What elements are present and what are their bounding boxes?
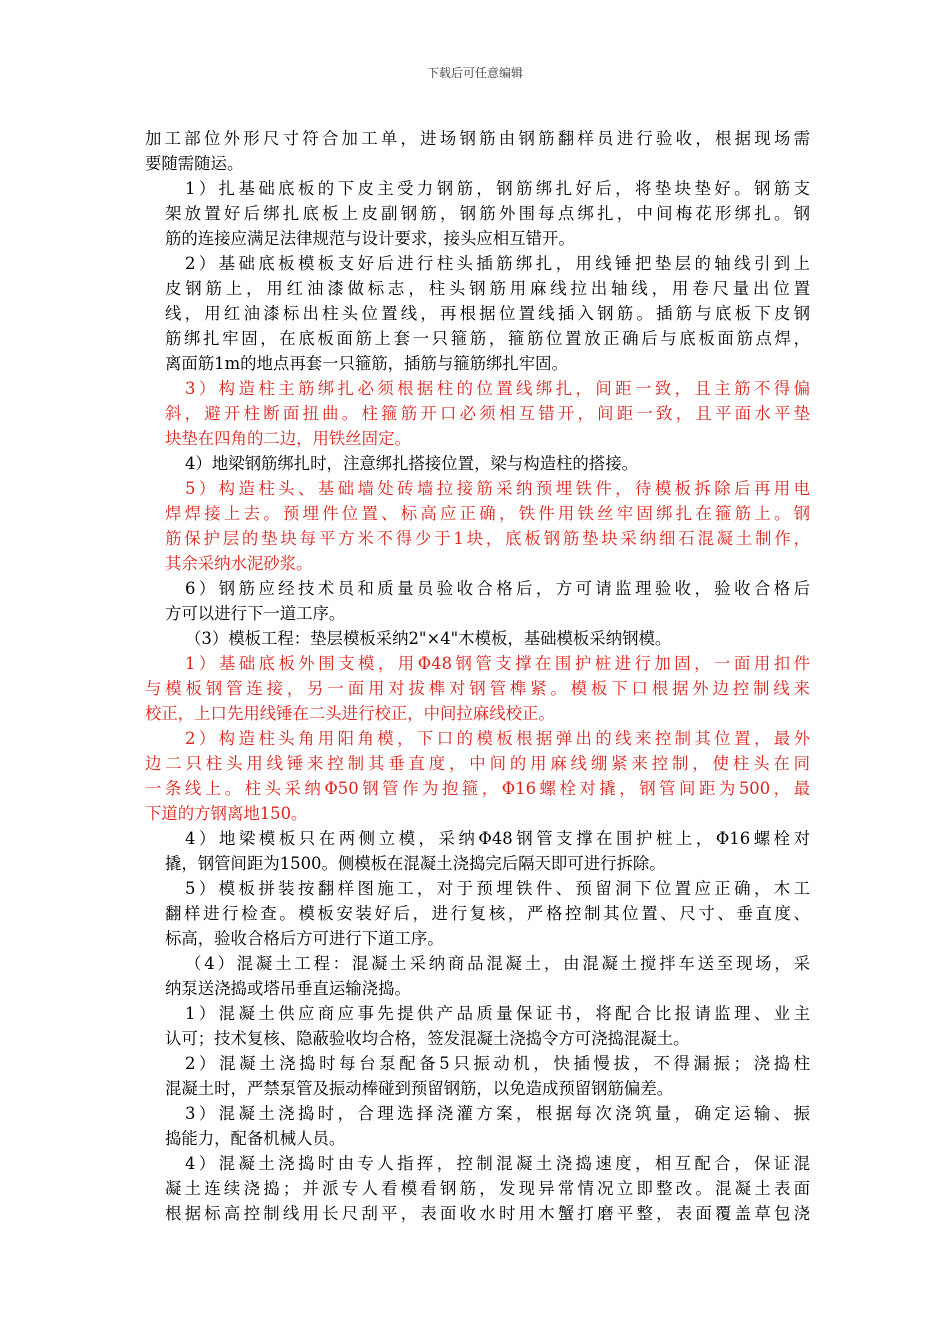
text-line: 筋绑扎牢固，在底板面筋上套一只箍筋，箍筋位置放正确后与底板面筋点焊， xyxy=(165,329,810,348)
text-line: 1）基础底板外围支模，用Φ48钢管支撑在围护桩进行加固，一面用扣件 xyxy=(185,654,810,673)
text-line: 1）扎基础底板的下皮主受力钢筋，钢筋绑扎好后，将垫块垫好。钢筋支 xyxy=(185,179,810,198)
text-line: 撬，钢管间距为1500。侧模板在混凝土浇捣完后隔天即可进行拆除。 xyxy=(165,854,666,873)
text-line: 校正，上口先用线锤在二头进行校正，中间拉麻线校正。 xyxy=(145,704,555,723)
text-line: 3）构造柱主筋绑扎必须根据柱的位置线绑扎，间距一致，且主筋不得偏 xyxy=(185,379,810,398)
text-line: 离面筋1m的地点再套一只箍筋，插筋与箍筋绑扎牢固。 xyxy=(165,354,568,373)
text-line: 4）地梁钢筋绑扎时，注意绑扎搭接位置，梁与构造柱的搭接。 xyxy=(185,454,638,473)
text-line: 块垫在四角的二边，用铁丝固定。 xyxy=(165,429,411,448)
text-line: 筋的连接应满足法律规范与设计要求，接头应相互错开。 xyxy=(165,229,575,248)
text-line: 2）混凝土浇捣时每台泵配备5只振动机，快插慢拔，不得漏振；浇捣柱 xyxy=(185,1054,810,1073)
text-line: 1）混凝土供应商应事先提供产品质量保证书，将配合比报请监理、业主 xyxy=(185,1004,810,1023)
text-line: 5）模板拼装按翻样图施工，对于预埋铁件、预留洞下位置应正确，木工 xyxy=(185,879,810,898)
text-line: 架放置好后绑扎底板上皮副钢筋，钢筋外围每点绑扎，中间梅花形绑扎。钢 xyxy=(165,204,810,223)
text-line: 翻样进行检查。模板安装好后，进行复核，严格控制其位置、尺寸、垂直度、 xyxy=(165,904,810,923)
text-line: 3）混凝土浇捣时，合理选择浇灌方案，根据每次浇筑量，确定运输、振 xyxy=(185,1104,810,1123)
text-line: 5）构造柱头、基础墙处砖墙拉接筋采纳预埋铁件，待模板拆除后再用电 xyxy=(185,479,810,498)
text-line: 皮钢筋上，用红油漆做标志，柱头钢筋用麻线拉出轴线，用卷尺量出位置 xyxy=(165,279,810,298)
text-line: 焊焊接上去。预埋件位置、标高应正确，铁件用铁丝牢固绑扎在箍筋上。钢 xyxy=(165,504,810,523)
text-line: 边二只柱头用线锤来控制其垂直度，中间的用麻线绷紧来控制，使柱头在同 xyxy=(145,754,810,773)
text-line: 6）钢筋应经技术员和质量员验收合格后，方可请监理验收，验收合格后 xyxy=(185,579,810,598)
document-body xyxy=(145,126,810,1226)
text-line: 凝土连续浇捣；并派专人看模看钢筋，发现异常情况立即整改。混凝土表面 xyxy=(165,1179,810,1198)
text-line: （4）混凝土工程：混凝土采纳商品混凝土，由混凝土搅拌车送至现场，采 xyxy=(185,954,810,973)
text-line: 2）构造柱头角用阳角模，下口的模板根据弹出的线来控制其位置，最外 xyxy=(185,729,810,748)
text-line: 4）地梁模板只在两侧立模，采纳Φ48钢管支撑在围护桩上，Φ16螺栓对 xyxy=(185,829,810,848)
text-line: 筋保护层的垫块每平方米不得少于1块，底板钢筋垫块采纳细石混凝土制作， xyxy=(165,529,810,548)
page-header: 下载后可任意编辑 xyxy=(426,66,523,80)
text-line: 加工部位外形尺寸符合加工单，进场钢筋由钢筋翻样员进行验收，根据现场需 xyxy=(145,129,810,148)
text-line: 纳泵送浇捣或塔吊垂直运输浇捣。 xyxy=(165,979,411,998)
text-line: 方可以进行下一道工序。 xyxy=(165,604,346,623)
text-line: （3）模板工程：垫层模板采纳2"×4"木模板，基础模板采纳钢模。 xyxy=(185,629,672,648)
text-line: 4）混凝土浇捣时由专人指挥，控制混凝土浇捣速度，相互配合，保证混 xyxy=(185,1154,810,1173)
text-line: 线，用红油漆标出柱头位置线，再根据位置线插入钢筋。插筋与底板下皮钢 xyxy=(165,304,810,323)
text-line: 其余采纳水泥砂浆。 xyxy=(165,554,313,573)
text-line: 下道的方钢离地150。 xyxy=(145,804,308,823)
text-line: 2）基础底板模板支好后进行柱头插筋绑扎，用线锤把垫层的轴线引到上 xyxy=(185,254,810,273)
text-line: 标高，验收合格后方可进行下道工序。 xyxy=(165,929,444,948)
text-line: 要随需随运。 xyxy=(145,154,244,173)
text-line: 与模板钢管连接，另一面用对拔榫对钢管榫紧。模板下口根据外边控制线来 xyxy=(145,679,810,698)
text-line: 一条线上。柱头采纳Φ50钢管作为抱箍，Φ16螺栓对撬，钢管间距为500，最 xyxy=(145,779,810,798)
text-line: 根据标高控制线用长尺刮平，表面收水时用木蟹打磨平整，表面覆盖草包浇 xyxy=(165,1204,810,1223)
text-line: 捣能力，配备机械人员。 xyxy=(165,1129,346,1148)
text-line: 斜，避开柱断面扭曲。柱箍筋开口必须相互错开，间距一致，且平面水平垫 xyxy=(165,404,810,423)
text-line: 混凝土时，严禁泵管及振动棒碰到预留钢筋，以免造成预留钢筋偏差。 xyxy=(165,1079,674,1098)
text-line: 认可；技术复核、隐蔽验收均合格，签发混凝土浇捣令方可浇捣混凝土。 xyxy=(165,1029,690,1048)
